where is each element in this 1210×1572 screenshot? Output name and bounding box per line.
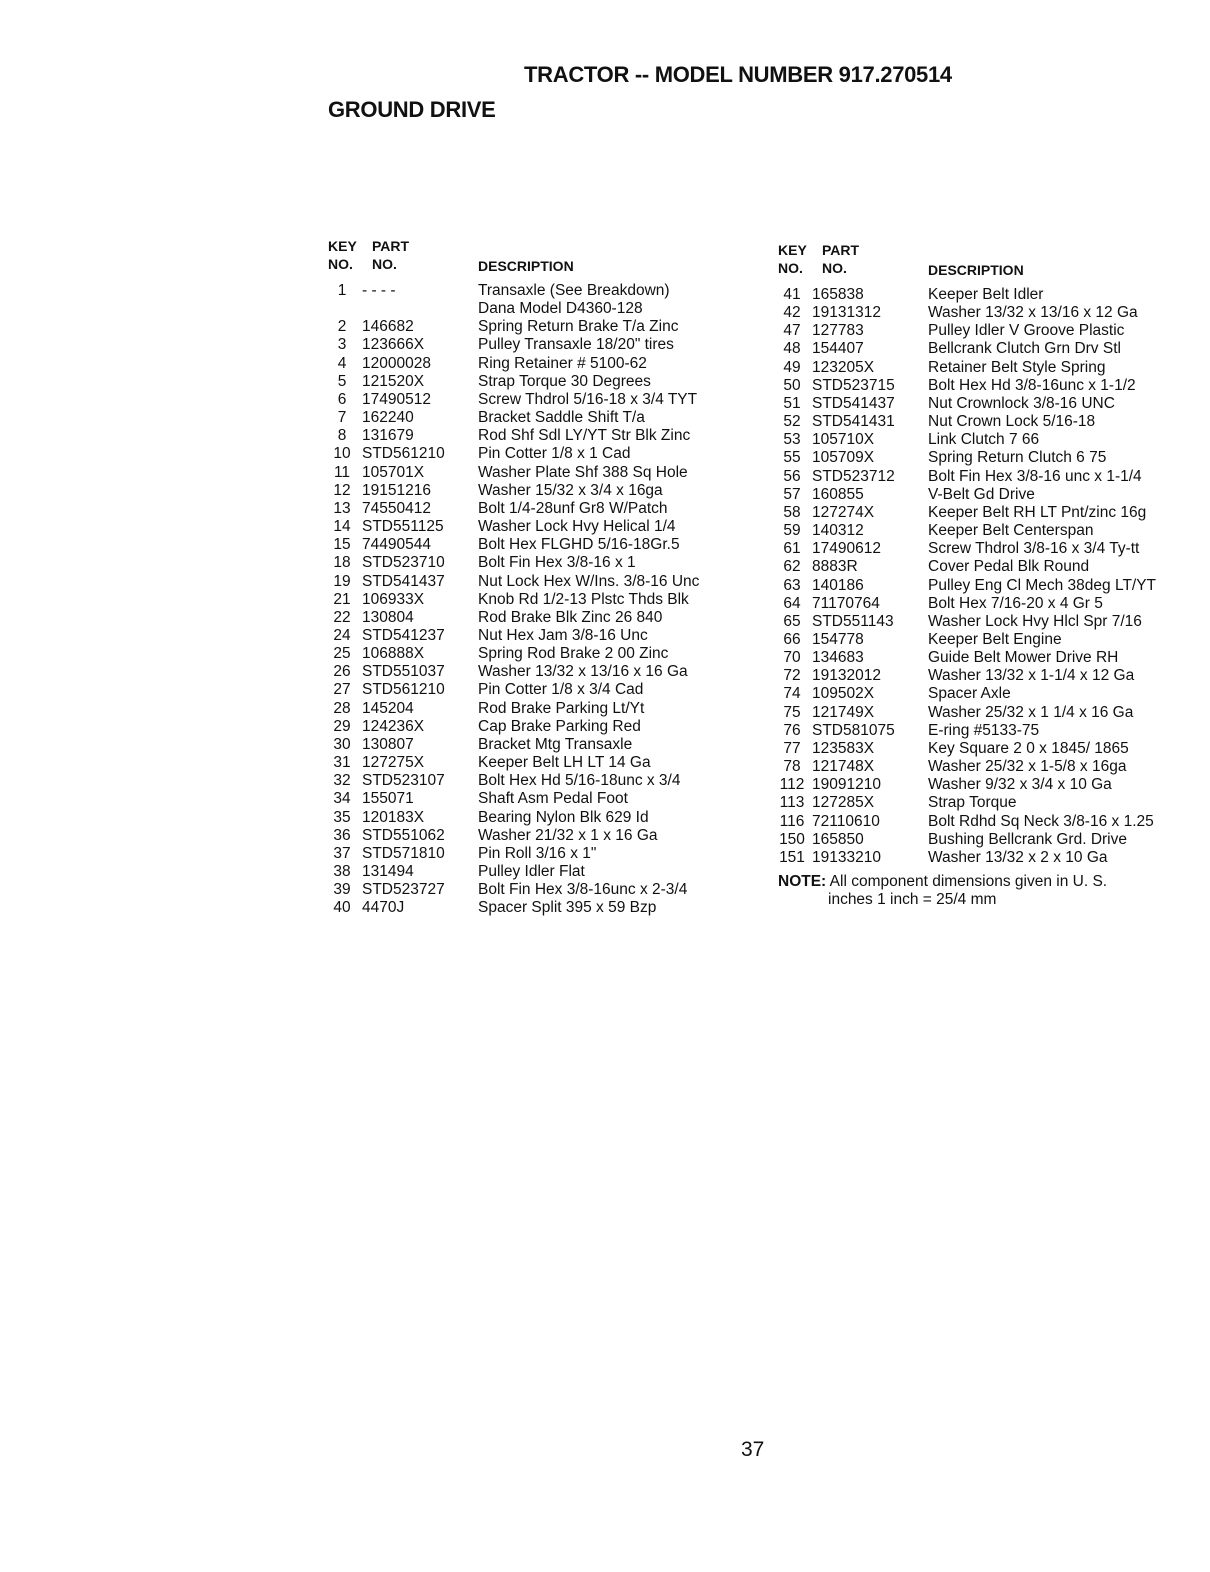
key-number: 18 xyxy=(333,554,351,572)
table-row xyxy=(328,318,748,336)
part-description: Spring Rod Brake 2 00 Zinc xyxy=(478,645,669,663)
table-body xyxy=(328,282,748,917)
key-number: 150 xyxy=(779,830,805,848)
key-header-no: NO. xyxy=(328,256,353,272)
table-row xyxy=(778,286,1198,304)
table-header xyxy=(328,238,748,282)
table-row xyxy=(778,722,1198,740)
table-row xyxy=(328,500,748,518)
key-number: 42 xyxy=(783,304,801,322)
key-number: 39 xyxy=(333,881,351,899)
part-description: Ring Retainer # 5100-62 xyxy=(478,354,647,372)
part-number: 19132012 xyxy=(812,667,881,685)
table-row xyxy=(328,464,748,482)
key-number: 15 xyxy=(333,536,351,554)
table-row xyxy=(778,813,1198,831)
part-description: Bracket Mtg Transaxle xyxy=(478,735,633,753)
part-number: 127783 xyxy=(812,322,864,340)
part-number: STD551143 xyxy=(812,612,894,630)
parts-table-right xyxy=(778,242,1198,909)
key-number: 70 xyxy=(783,649,801,667)
part-description: Strap Torque 30 Degrees xyxy=(478,372,651,390)
part-number: 162240 xyxy=(362,409,414,427)
part-description: Rod Shf Sdl LY/YT Str Blk Zinc xyxy=(478,427,691,445)
table-row xyxy=(778,504,1198,522)
part-number: 165850 xyxy=(812,830,864,848)
part-description: Strap Torque xyxy=(928,794,1017,812)
key-number: 116 xyxy=(779,812,805,830)
part-number: 121748X xyxy=(812,758,875,776)
part-description: Washer 21/32 x 1 x 16 Ga xyxy=(478,826,658,844)
key-number: 78 xyxy=(783,758,801,776)
part-number: 130804 xyxy=(362,608,414,626)
table-row xyxy=(778,468,1198,486)
table-row xyxy=(778,595,1198,613)
parts-table-left xyxy=(328,238,748,917)
part-number: 131679 xyxy=(362,427,414,445)
part-number: STD551125 xyxy=(362,518,444,536)
part-number: 17490512 xyxy=(362,390,431,408)
table-row xyxy=(328,645,748,663)
part-number: STD523715 xyxy=(812,376,895,394)
table-row xyxy=(778,377,1198,395)
part-number: 106888X xyxy=(362,645,425,663)
part-description: Washer 13/32 x 1-1/4 x 12 Ga xyxy=(928,667,1135,685)
table-row xyxy=(778,522,1198,540)
table-row xyxy=(778,758,1198,776)
part-description: Washer 25/32 x 1 1/4 x 16 Ga xyxy=(928,703,1134,721)
part-description: Nut Crown Lock 5/16-18 xyxy=(928,413,1096,431)
part-description: Pulley Idler Flat xyxy=(478,863,585,880)
table-row xyxy=(778,631,1198,649)
key-number: 26 xyxy=(333,663,351,681)
part-description: Transaxle (See Breakdown) xyxy=(478,282,670,299)
part-header: PART xyxy=(822,242,860,258)
table-row xyxy=(328,445,748,463)
part-description: Pin Roll 3/16 x 1" xyxy=(478,844,597,862)
table-row xyxy=(328,482,748,500)
table-header xyxy=(778,242,1198,286)
table-row xyxy=(328,881,748,899)
table-row xyxy=(778,740,1198,758)
table-row xyxy=(328,845,748,863)
table-row xyxy=(778,649,1198,667)
key-number: 59 xyxy=(783,522,801,540)
part-description: Rod Brake Parking Lt/Yt xyxy=(478,699,645,717)
part-number: STD523107 xyxy=(362,772,445,790)
table-row xyxy=(778,667,1198,685)
table-row xyxy=(328,827,748,845)
section-title: GROUND DRIVE xyxy=(328,97,496,122)
key-number: 53 xyxy=(783,431,801,449)
part-header: PART xyxy=(372,238,410,254)
part-number: 106933X xyxy=(362,590,425,608)
key-number: 3 xyxy=(337,336,347,354)
table-row xyxy=(328,591,748,609)
table-row xyxy=(328,736,748,754)
key-number: 36 xyxy=(333,826,351,844)
table-row xyxy=(328,663,748,681)
part-number: 105710X xyxy=(812,431,875,449)
part-description: Knob Rd 1/2-13 Plstc Thds Blk xyxy=(478,590,689,608)
part-description: Spring Return Brake T/a Zinc xyxy=(478,318,679,336)
part-number: 140186 xyxy=(812,576,864,594)
part-number: 71170764 xyxy=(812,594,880,612)
part-number: 134683 xyxy=(812,649,864,667)
key-number: 58 xyxy=(783,503,801,521)
part-number: 123205X xyxy=(812,358,875,376)
part-number: 127285X xyxy=(812,794,875,812)
part-number: 8883R xyxy=(812,558,858,576)
key-header: KEY xyxy=(778,242,807,258)
table-row xyxy=(778,540,1198,558)
part-description: Pulley Transaxle 18/20" tires xyxy=(478,336,674,354)
part-number: 123666X xyxy=(362,336,425,354)
note-text-1: All component dimensions given in U. S. xyxy=(829,873,1108,890)
part-number: 127275X xyxy=(362,754,425,772)
part-number: STD551062 xyxy=(362,826,445,844)
part-number: 19131312 xyxy=(812,304,881,322)
key-number: 38 xyxy=(333,863,351,880)
table-row xyxy=(328,518,748,536)
table-row xyxy=(778,685,1198,703)
key-number: 5 xyxy=(337,372,347,390)
part-number: STD551037 xyxy=(362,663,445,681)
part-description: Nut Hex Jam 3/8-16 Unc xyxy=(478,626,648,644)
key-number: 35 xyxy=(333,808,351,826)
part-description: Washer 25/32 x 1-5/8 x 16ga xyxy=(928,758,1127,776)
table-row xyxy=(778,322,1198,340)
key-number: 34 xyxy=(333,790,351,808)
key-number: 72 xyxy=(783,667,801,685)
key-number: 55 xyxy=(783,449,801,467)
key-header-no: NO. xyxy=(778,260,803,276)
part-number: 140312 xyxy=(812,522,864,540)
key-number: 8 xyxy=(337,427,347,445)
key-number: 37 xyxy=(333,844,351,862)
table-row xyxy=(778,304,1198,322)
table-row xyxy=(778,340,1198,358)
part-number: 146682 xyxy=(362,318,414,336)
table-row xyxy=(328,536,748,554)
table-row xyxy=(328,336,748,354)
part-number: 19151216 xyxy=(362,481,431,499)
table-row xyxy=(778,776,1198,794)
key-number: 32 xyxy=(333,772,351,790)
part-number: 19091210 xyxy=(812,776,881,794)
key-number: 1 xyxy=(337,282,347,299)
table-row xyxy=(328,609,748,627)
key-number: 13 xyxy=(333,499,351,517)
key-number: 49 xyxy=(783,358,801,376)
part-number: 105701X xyxy=(362,463,425,481)
part-number: 131494 xyxy=(362,863,414,880)
part-description: Washer Plate Shf 388 Sq Hole xyxy=(478,463,688,481)
table-row xyxy=(328,790,748,808)
key-number: 52 xyxy=(783,413,801,431)
table-row xyxy=(778,849,1198,867)
part-description: Dana Model D4360-128 xyxy=(478,300,643,318)
key-number: 50 xyxy=(783,376,801,394)
table-row xyxy=(778,431,1198,449)
part-description: Bolt Fin Hex 3/8-16 x 1 xyxy=(478,554,636,572)
part-description: Bolt Hex FLGHD 5/16-18Gr.5 xyxy=(478,536,680,554)
key-number: 57 xyxy=(783,485,801,503)
part-description: Rod Brake Blk Zinc 26 840 xyxy=(478,608,663,626)
part-number: STD523712 xyxy=(812,467,895,485)
part-number: 12000028 xyxy=(362,354,431,372)
key-number: 76 xyxy=(783,721,801,739)
part-header-no: NO. xyxy=(822,260,847,276)
key-number: 6 xyxy=(337,390,347,408)
key-number: 31 xyxy=(333,754,351,772)
part-number: STD541437 xyxy=(812,394,895,412)
key-number: 29 xyxy=(333,717,351,735)
table-row xyxy=(328,427,748,445)
key-number: 21 xyxy=(333,590,351,608)
table-row xyxy=(328,391,748,409)
part-number: 130807 xyxy=(362,735,414,753)
part-description: Retainer Belt Style Spring xyxy=(928,358,1106,376)
part-description: Keeper Belt Idler xyxy=(928,286,1044,303)
note-label: NOTE: xyxy=(778,873,827,890)
part-number: STD571810 xyxy=(362,844,445,862)
table-row xyxy=(328,282,748,300)
table-row xyxy=(778,577,1198,595)
table-row xyxy=(778,449,1198,467)
part-number: 109502X xyxy=(812,685,875,703)
key-number: 4 xyxy=(337,354,347,372)
part-description: Link Clutch 7 66 xyxy=(928,431,1040,449)
table-row xyxy=(778,831,1198,849)
table-row xyxy=(778,613,1198,631)
part-description: Bolt Rdhd Sq Neck 3/8-16 x 1.25 xyxy=(928,812,1154,830)
part-description: Washer Lock Hvy Hlcl Spr 7/16 xyxy=(928,612,1142,630)
part-number: 74550412 xyxy=(362,499,431,517)
part-description: Nut Lock Hex W/Ins. 3/8-16 Unc xyxy=(478,572,700,590)
part-description: Screw Thdrol 3/8-16 x 3/4 Ty-tt xyxy=(928,540,1140,558)
part-description: Cover Pedal Blk Round xyxy=(928,558,1090,576)
part-description: Bolt Hex Hd 3/8-16unc x 1-1/2 xyxy=(928,376,1136,394)
part-description: Nut Crownlock 3/8-16 UNC xyxy=(928,394,1115,412)
table-row xyxy=(328,409,748,427)
key-number: 151 xyxy=(779,848,805,866)
key-number: 112 xyxy=(779,776,805,794)
key-number: 2 xyxy=(337,318,347,336)
part-number: 145204 xyxy=(362,699,414,717)
key-number: 74 xyxy=(783,685,801,703)
key-number: 65 xyxy=(783,612,801,630)
part-number: 120183X xyxy=(362,808,425,826)
part-number: 74490544 xyxy=(362,536,431,554)
part-number: 160855 xyxy=(812,485,864,503)
part-description: Washer 13/32 x 13/16 x 12 Ga xyxy=(928,304,1138,322)
part-number: 127274X xyxy=(812,503,875,521)
part-description: V-Belt Gd Drive xyxy=(928,485,1035,503)
part-description: Spacer Split 395 x 59 Bzp xyxy=(478,899,657,917)
key-header: KEY xyxy=(328,238,357,254)
part-number: STD541437 xyxy=(362,572,445,590)
part-description: Spring Return Clutch 6 75 xyxy=(928,449,1107,467)
table-row xyxy=(328,718,748,736)
table-row xyxy=(778,413,1198,431)
key-number: 47 xyxy=(783,322,801,340)
table-row xyxy=(328,355,748,373)
key-number: 11 xyxy=(333,463,351,481)
key-number: 48 xyxy=(783,340,801,358)
part-number: STD561210 xyxy=(362,445,445,463)
part-number: 154778 xyxy=(812,630,864,648)
key-number: 61 xyxy=(783,540,801,558)
table-row xyxy=(328,772,748,790)
part-number: STD523727 xyxy=(362,881,445,899)
key-number: 51 xyxy=(783,394,801,412)
part-description: Cap Brake Parking Red xyxy=(478,717,641,735)
note xyxy=(778,873,1198,909)
part-number: 155071 xyxy=(362,790,414,808)
table-row xyxy=(778,794,1198,812)
table-row xyxy=(328,373,748,391)
table-row xyxy=(328,809,748,827)
table-row xyxy=(328,300,748,318)
key-number: 19 xyxy=(333,572,351,590)
part-number: STD541237 xyxy=(362,626,445,644)
part-number: 121520X xyxy=(362,372,425,390)
table-row xyxy=(328,573,748,591)
part-description: Pulley Idler V Groove Plastic xyxy=(928,322,1125,340)
part-number: 19133210 xyxy=(812,848,881,866)
part-description: Bellcrank Clutch Grn Drv Stl xyxy=(928,340,1121,358)
table-row xyxy=(778,704,1198,722)
part-number: STD561210 xyxy=(362,681,445,699)
table-row xyxy=(328,863,748,881)
part-description: Bolt Fin Hex 3/8-16unc x 2-3/4 xyxy=(478,881,688,899)
part-description: Screw Thdrol 5/16-18 x 3/4 TYT xyxy=(478,390,698,408)
part-description: Keeper Belt Centerspan xyxy=(928,522,1094,540)
key-number: 27 xyxy=(333,681,351,699)
part-description: Keeper Belt RH LT Pnt/zinc 16g xyxy=(928,503,1147,521)
key-number: 41 xyxy=(783,286,801,303)
part-description: Washer 15/32 x 3/4 x 16ga xyxy=(478,481,663,499)
key-number: 64 xyxy=(783,594,801,612)
part-number: - - - - xyxy=(362,282,396,299)
part-description: Bracket Saddle Shift T/a xyxy=(478,409,645,427)
part-number: 165838 xyxy=(812,286,864,303)
table-row xyxy=(778,359,1198,377)
key-number: 113 xyxy=(779,794,805,812)
part-description: Guide Belt Mower Drive RH xyxy=(928,649,1119,667)
table-row xyxy=(328,754,748,772)
part-description: Pin Cotter 1/8 x 1 Cad xyxy=(478,445,631,463)
description-header: DESCRIPTION xyxy=(478,258,574,274)
part-description: Spacer Axle xyxy=(928,685,1011,703)
key-number: 56 xyxy=(783,467,801,485)
part-description: Keeper Belt Engine xyxy=(928,630,1062,648)
key-number: 30 xyxy=(333,735,351,753)
part-number: STD581075 xyxy=(812,721,895,739)
table-row xyxy=(328,681,748,699)
part-number: 121749X xyxy=(812,703,875,721)
table-row xyxy=(778,395,1198,413)
part-description: Bolt Fin Hex 3/8-16 unc x 1-1/4 xyxy=(928,467,1142,485)
part-number: 4470J xyxy=(362,899,405,917)
part-number: 72110610 xyxy=(812,812,880,830)
part-description: Bearing Nylon Blk 629 Id xyxy=(478,808,649,826)
part-number: 123583X xyxy=(812,739,875,757)
note-text-2: inches 1 inch = 25/4 mm xyxy=(828,891,997,908)
table-row xyxy=(328,700,748,718)
table-row xyxy=(778,486,1198,504)
part-description: Bolt Hex 7/16-20 x 4 Gr 5 xyxy=(928,594,1103,612)
key-number: 10 xyxy=(333,445,351,463)
key-number: 62 xyxy=(783,558,801,576)
part-header-no: NO. xyxy=(372,256,397,272)
part-description: Bolt Hex Hd 5/16-18unc x 3/4 xyxy=(478,772,681,790)
key-number: 12 xyxy=(333,481,351,499)
page-title: TRACTOR -- MODEL NUMBER 917.270514 xyxy=(524,62,952,87)
key-number: 77 xyxy=(783,739,801,757)
key-number: 28 xyxy=(333,699,351,717)
part-description: Bushing Bellcrank Grd. Drive xyxy=(928,830,1127,848)
part-number: 105709X xyxy=(812,449,875,467)
part-description: E-ring #5133-75 xyxy=(928,721,1040,739)
part-number: 17490612 xyxy=(812,540,881,558)
table-row xyxy=(328,554,748,572)
part-description: Key Square 2 0 x 1845/ 1865 xyxy=(928,739,1129,757)
part-number: 124236X xyxy=(362,717,425,735)
key-number: 24 xyxy=(333,626,351,644)
key-number: 25 xyxy=(333,645,351,663)
table-row xyxy=(778,558,1198,576)
part-description: Keeper Belt LH LT 14 Ga xyxy=(478,754,651,772)
part-description: Washer 13/32 x 2 x 10 Ga xyxy=(928,848,1108,866)
part-description: Washer Lock Hvy Helical 1/4 xyxy=(478,518,676,536)
key-number: 40 xyxy=(333,899,351,917)
part-number: STD523710 xyxy=(362,554,445,572)
key-number: 63 xyxy=(783,576,801,594)
table-row xyxy=(328,899,748,917)
key-number: 75 xyxy=(783,703,801,721)
key-number: 14 xyxy=(333,518,351,536)
description-header: DESCRIPTION xyxy=(928,262,1024,278)
page-number: 37 xyxy=(741,1438,765,1461)
key-number: 7 xyxy=(337,409,347,427)
part-description: Pin Cotter 1/8 x 3/4 Cad xyxy=(478,681,644,699)
table-row xyxy=(328,627,748,645)
part-description: Bolt 1/4-28unf Gr8 W/Patch xyxy=(478,499,668,517)
key-number: 66 xyxy=(783,630,801,648)
part-description: Shaft Asm Pedal Foot xyxy=(478,790,628,808)
part-description: Washer 13/32 x 13/16 x 16 Ga xyxy=(478,663,688,681)
part-description: Pulley Eng Cl Mech 38deg LT/YT xyxy=(928,576,1157,594)
part-description: Washer 9/32 x 3/4 x 10 Ga xyxy=(928,776,1112,794)
part-number: STD541431 xyxy=(812,413,895,431)
key-number: 22 xyxy=(333,608,351,626)
part-number: 154407 xyxy=(812,340,864,358)
table-body xyxy=(778,286,1198,867)
